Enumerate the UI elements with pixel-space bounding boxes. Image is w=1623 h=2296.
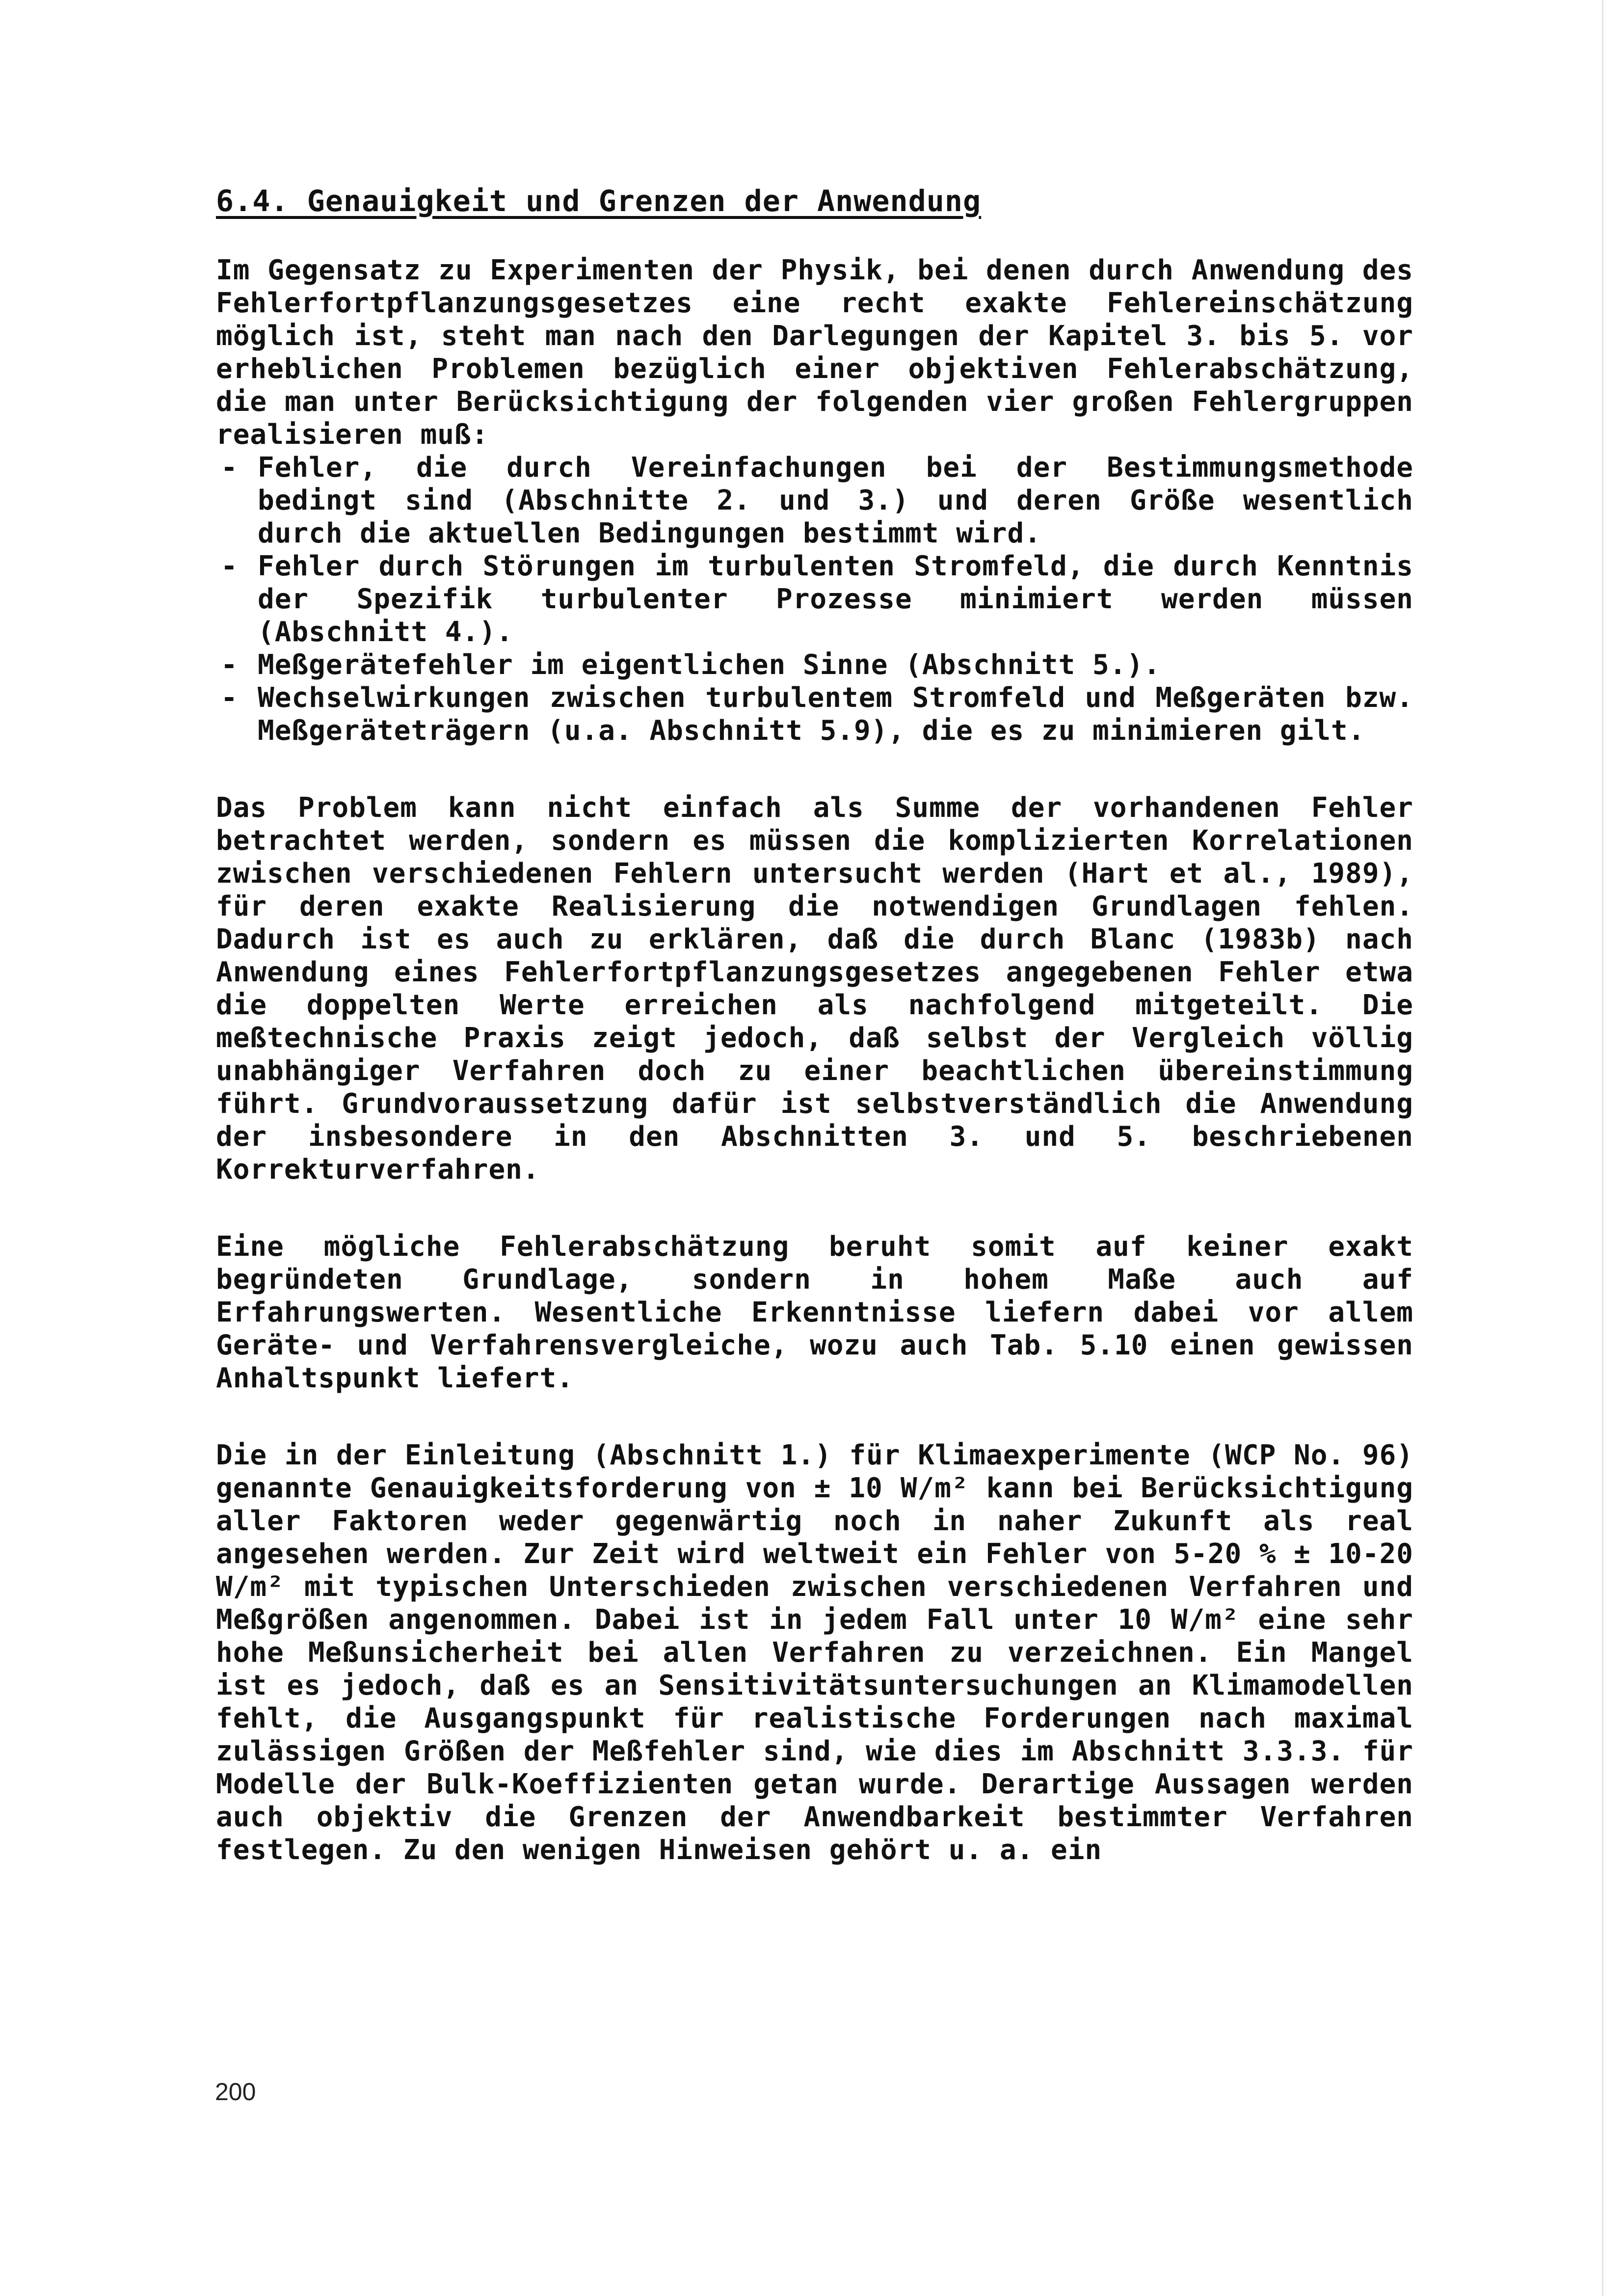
- list-item: [216, 648, 1413, 681]
- list-item-text: Meßgerätefehler im eigentlichen Sinne (Abschnitt 5.).: [258, 649, 1161, 681]
- list-dash: -: [221, 550, 238, 582]
- list-dash: -: [221, 452, 238, 484]
- list-item: [216, 550, 1413, 648]
- list-item: [216, 451, 1413, 550]
- paragraph-intro: Im Gegensatz zu Experimenten der Physik, bei denen durch Anwendung des Fehlerfortpflanzungsgesetzes eine recht exakte Fehlereinschätzung möglich ist, steht man nach den Darlegungen der Kapitel 3. bis 5. vor erheblichen Problemen bezüglich einer objektiven Fehlerabschätzung, die man unter Berücksichtigung der folgenden vier großen Fehlergruppen realisieren muß:: [216, 254, 1413, 451]
- section-heading: 6.4. Genauigkeit und Grenzen der Anwendung: [216, 184, 982, 218]
- paragraph-spacer: [216, 1186, 1413, 1230]
- list-item: [216, 681, 1413, 747]
- list-item-text: Wechselwirkungen zwischen turbulentem Stromfeld und Meßgeräten bzw. Meßgeräteträgern (u.a. Abschnitt 5.9), die es zu minimieren gilt.: [258, 682, 1413, 747]
- paragraph-estimation: Eine mögliche Fehlerabschätzung beruht somit auf keiner exakt begründeten Grundlage, sondern in hohem Maße auch auf Erfahrungswerten. Wesentliche Erkenntnisse liefern dabei vor allem Geräte- und Verfahrensvergleiche, wozu auch Tab. 5.10 einen gewissen Anhaltspunkt liefert.: [216, 1231, 1413, 1394]
- page-number: 200: [215, 2078, 256, 2106]
- scan-margin-line: [1602, 0, 1603, 2296]
- paragraph-accuracy: Die in der Einleitung (Abschnitt 1.) für Klimaexperimente (WCP No. 96) genannte Genauigkeitsforderung von ± 10 W/m² kann bei Berücksichtigung aller Faktoren weder gegenwärtig noch in naher Zukunft als real angesehen werden. Zur Zeit wird weltweit ein Fehler von 5-20 % ± 10-20 W/m² mit typischen Unterschieden zwischen verschiedenen Verfahren und Meßgrößen angenommen. Dabei ist in jedem Fall unter 10 W/m² eine sehr hohe Meßunsicherheit bei allen Verfahren zu verzeichnen. Ein Mangel ist es jedoch, daß es an Sensitivitätsuntersuchungen an Klimamodellen fehlt, die Ausgangspunkt für realistische Forderungen nach maximal zulässigen Größen der Meßfehler sind, wie dies im Abschnitt 3.3.3. für Modelle der Bulk-Koeffizienten getan wurde. Derartige Aussagen werden auch objektiv die Grenzen der Anwendbarkeit bestimmter Verfahren festlegen. Zu den wenigen Hinweisen gehört u. a. ein: [216, 1439, 1413, 1866]
- list-dash: -: [221, 682, 238, 714]
- list-item-text: Fehler, die durch Vereinfachungen bei der Bestimmungsmethode bedingt sind (Abschnitte 2. und 3.) und deren Größe wesentlich durch die aktuellen Bedingungen bestimmt wird.: [258, 452, 1413, 549]
- page-content: [216, 184, 1413, 1866]
- paragraph-spacer: [216, 747, 1413, 791]
- list-dash: -: [221, 649, 238, 681]
- list-item-text: Fehler durch Störungen im turbulenten Stromfeld, die durch Kenntnis der Spezifik turbulenter Prozesse minimiert werden müssen (Abschnitt 4.).: [258, 550, 1413, 648]
- paragraph-spacer: [216, 1395, 1413, 1439]
- error-group-list: [216, 451, 1413, 747]
- paragraph-problem: Das Problem kann nicht einfach als Summe der vorhandenen Fehler betrachtet werden, sondern es müssen die komplizierten Korrelationen zwischen verschiedenen Fehlern untersucht werden (Hart et al., 1989), für deren exakte Realisierung die notwendigen Grundlagen fehlen. Dadurch ist es auch zu erklären, daß die durch Blanc (1983b) nach Anwendung eines Fehlerfortpflanzungsgesetzes angegebenen Fehler etwa die doppelten Werte erreichen als nachfolgend mitgeteilt. Die meßtechnische Praxis zeigt jedoch, daß selbst der Vergleich völlig unabhängiger Verfahren doch zu einer beachtlichen übereinstimmung führt. Grundvoraussetzung dafür ist selbstverständlich die Anwendung der insbesondere in den Abschnitten 3. und 5. beschriebenen Korrekturverfahren.: [216, 792, 1413, 1186]
